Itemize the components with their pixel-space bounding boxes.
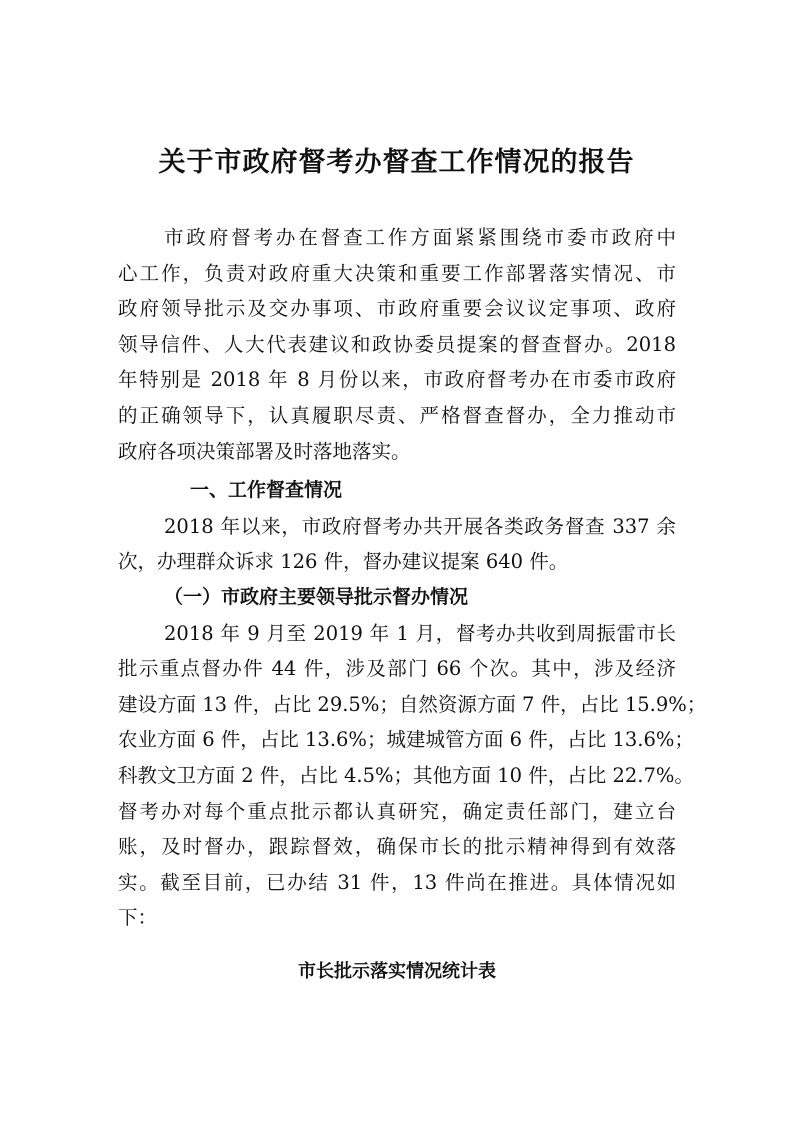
- document-title: 关于市政府督考办督查工作情况的报告: [158, 147, 635, 178]
- paragraph-line: 政府领导批示及交办事项、市政府重要会议议定事项、政府: [118, 297, 676, 321]
- paragraph-line: 农业方面 6 件，占比 13.6%；城建城管方面 6 件，占比 13.6%；: [118, 728, 694, 752]
- subsection-heading: （一）市政府主要领导批示督办情况: [164, 585, 469, 608]
- paragraph-line: 领导信件、人大代表建议和政协委员提案的督查督办。2018: [118, 332, 676, 356]
- paragraph-line: 2018 年以来，市政府督考办共开展各类政务督查 337 余: [164, 514, 676, 538]
- paragraph-line: 2018 年 9 月至 2019 年 1 月，督考办共收到周振雷市长: [164, 621, 676, 645]
- paragraph-line: 科教文卫方面 2 件，占比 4.5%；其他方面 10 件，占比 22.7%。: [118, 763, 694, 787]
- paragraph-line: 下：: [118, 906, 158, 930]
- paragraph-line: 次，办理群众诉求 126 件，督办建议提案 640 件。: [118, 550, 569, 574]
- paragraph-line: 账，及时督办，跟踪督效，确保市长的批示精神得到有效落: [118, 835, 676, 859]
- paragraph-line: 建设方面 13 件，占比 29.5%；自然资源方面 7 件，占比 15.9%；: [118, 692, 707, 716]
- paragraph-line: 批示重点督办件 44 件，涉及部门 66 个次。其中，涉及经济: [118, 657, 676, 681]
- paragraph-line: 的正确领导下，认真履职尽责、严格督查督办，全力推动市: [118, 403, 676, 427]
- paragraph-line: 心工作，负责对政府重大决策和重要工作部署落实情况、市: [118, 261, 676, 285]
- document-body: [118, 220, 707, 989]
- paragraph-line: 年特别是 2018 年 8 月份以来，市政府督考办在市委市政府: [118, 368, 676, 392]
- paragraph-line: 督考办对每个重点批示都认真研究，确定责任部门，建立台: [118, 799, 676, 823]
- paragraph-line: 实。截至目前，已办结 31 件，13 件尚在推进。具体情况如: [118, 870, 676, 894]
- paragraph-line: 市政府督考办在督查工作方面紧紧围绕市委市政府中: [164, 226, 676, 249]
- table-caption: 市长批示落实情况统计表: [298, 960, 496, 982]
- section-heading: 一、工作督查情况: [190, 479, 343, 502]
- paragraph-line: 政府各项决策部署及时落地落实。: [118, 439, 411, 463]
